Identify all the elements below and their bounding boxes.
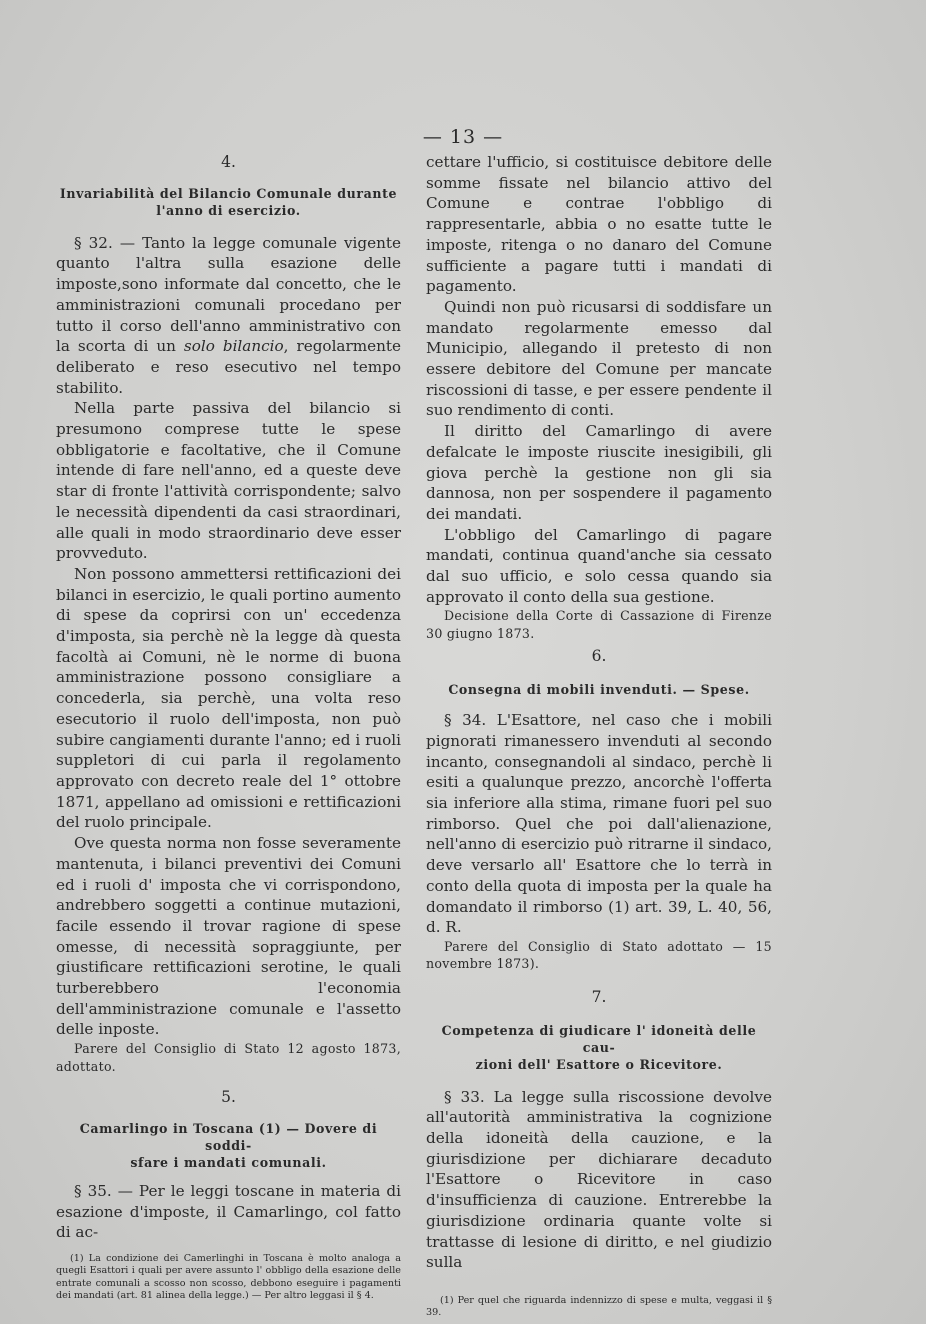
section-5-heading-line-1: Camarlingo in Toscana (1) — Dovere di soddi- — [79, 1120, 378, 1153]
section-6-heading: Consegna di mobili invenduti. — Spese. — [448, 682, 750, 698]
footnote-left: (1) La condizione dei Camerlinghi in Toscana è molto analoga a quegli Esattori i quali per avere assunto l' obbligo della esazione delle entrate comunali a scosso non scosso, debbono eseguire i pagamenti dei mandati (art. 81 alinea della legge.) — Per altro leggasi il § 4. — [56, 1252, 401, 1302]
paragraph-34: § 34. L'Esattore, nel caso che i mobili pignorati rimanessero invenduti al secondo incanto, consegnandoli al sindaco, perchè li esiti a qualunque prezzo, ancorchè l'offerta sia inferiore alla stima, rimane fuori pel suo rimborso. Quel che poi dall'alienazione, nell'anno di esercizio può ritrarne il sindaco, deve versarlo all' Esattore che lo terrà in conto della quota di imposta per la quale ha domandato il rimborso (1) art. 39, L. 40, 56, d. R. — [426, 711, 772, 937]
paragraph-diritto: Il diritto del Camarlingo di avere defalcate le imposte riuscite inesigibili, gli giova perchè la gestione non gli sia dannosa, non per sospendere il pagamento dei mandati. — [426, 422, 772, 523]
section-4-number: 4. — [221, 153, 236, 171]
section-7-heading-line-2: zioni dell' Esattore o Ricevitore. — [475, 1056, 723, 1072]
paragraph-obbligo: L'obbligo del Camarlingo di pagare mandati, continua quand'anche sia cessato dal suo ufficio, e solo cessa quando sia approvato il conto della sua gestione. — [426, 525, 772, 606]
page-number: — 13 — — [422, 126, 504, 148]
section-6-number: 6. — [591, 647, 607, 666]
footnote-right: (1) Per quel che riguarda indennizzo di spese e multa, veggasi il § 39. — [426, 1294, 772, 1319]
section-5-number: 5. — [221, 1088, 236, 1107]
source-citation-parere: Parere del Consiglio di Stato 12 agosto 1873, adottato. — [56, 1041, 401, 1074]
paragraph-32-italic: solo bilancio — [183, 337, 284, 356]
section-7-number: 7. — [591, 987, 607, 1006]
section-5-heading-line-2: sfare i mandati comunali. — [130, 1154, 327, 1170]
paragraph-continued-cettare: cettare l'ufficio, si costituisce debitore delle somme fissate nel bilancio attivo del Comune e contrae l'obbligo di rappresentarle, abbia o no esatte tutte le imposte, ritenga o no danaro del Comune sufficiente a pagare tutti i mandati di pagamento. — [426, 153, 772, 296]
paragraph-bilancio-passiva: Nella parte passiva del bilancio si presumono comprese tutte le spese obbligatorie e facoltative, che il Comune intende di fare nell'anno, ed a queste deve star di fronte l'attività corrispondente; salvo le necessità dipendenti da casi straordinari, alle quali in modo straordinario deve esser provveduto. — [56, 399, 401, 563]
source-citation-decisione: Decisione della Corte di Cassazione di Firenze 30 giugno 1873. — [426, 608, 772, 641]
section-7-heading-line-1: Competenza di giudicare l' idoneità delle cau- — [441, 1022, 757, 1055]
paragraph-rettificazioni: Non possono ammettersi rettificazioni dei bilanci in esercizio, le quali portino aumento di spese da coprirsi con un' eccedenza d'imposta, sia perchè nè la legge dà questa facoltà ai Comuni, nè le norme di buona amministrazione possono consigliare a concederla, sia perchè, una volta reso esecutorio il ruolo dell'imposta, non può subire cangiamenti durante l'anno; ed i ruoli suppletori di cui parla il regolamento approvato con decreto reale del 1° ottobre 1871, appellano ad omissioni e rettificazioni del ruolo principale. — [56, 564, 401, 832]
paragraph-32-text-b: , regolarmente deliberato e reso esecutivo nel tempo stabilito. — [56, 337, 401, 397]
left-column — [56, 152, 401, 1303]
paragraph-norma: Ove questa norma non fosse severamente mantenuta, i bilanci preventivi dei Comuni ed i ruoli d' imposta che vi corrispondono, andrebbero soggetti a continue mutazioni, facile essendo il trovar ragione di spese omesse, di necessità sopraggiunte, per giustificare rettificazioni serotine, le quali turberebbero l'economia dell'amministrazione comunale e l'assetto delle inposte. — [56, 834, 401, 1039]
paragraph-quindi: Quindi non può ricusarsi di soddisfare un mandato regolarmente emesso dal Municipio, allegando il pretesto di non essere debitore del Comune per mancate riscossioni di tasse, e per essere pendente il suo rendimento di conti. — [426, 297, 772, 420]
source-citation-parere-nov: Parere del Consiglio di Stato adottato — 15 novembre 1873). — [426, 938, 772, 972]
section-4-heading-line-1: Invariabilità del Bilancio Comunale durante — [59, 185, 398, 201]
right-column — [426, 152, 772, 1320]
paragraph-35: § 35. — Per le leggi toscane in materia di esazione d'imposte, il Camarlingo, col fatto di ac- — [56, 1181, 401, 1242]
section-4-heading-line-2: l'anno di esercizio. — [156, 202, 301, 218]
paragraph-32 — [56, 233, 401, 399]
paragraph-33: § 33. La legge sulla riscossione devolve all'autorità amministrativa la cognizione della idoneità della cauzione, e la giurisdizione per dichiarare decaduto l'Esattore o Ricevitore in caso d'insufficienza di cauzione. Entrerebbe la giurisdizione ordinaria quante volte si trattasse di lesione di diritto, e nel giudizio sulla — [426, 1087, 772, 1272]
paragraph-32-text-a: § 32. — Tanto la legge comunale vigente quanto l'altra sulla esazione delle imposte,sono informate dal concetto, che le amministrazioni comunali procedano per tutto il corso dell'anno amministrativo con la scorta di un — [56, 233, 401, 356]
